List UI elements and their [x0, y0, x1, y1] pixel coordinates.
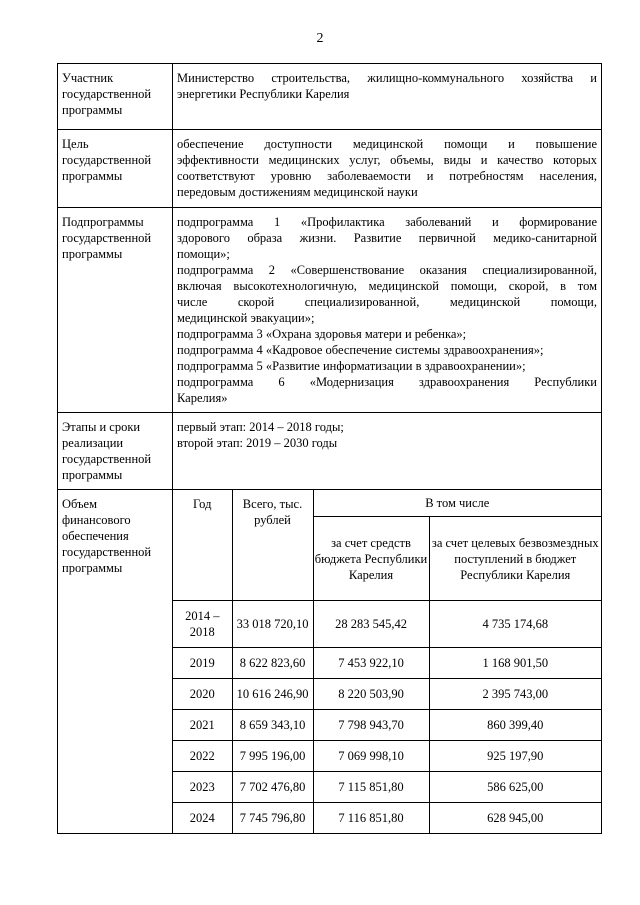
financing-header-including: В том числе [313, 490, 601, 517]
goal-label-line: Цель [62, 137, 89, 151]
financing-label-line: Объем [62, 497, 97, 511]
stages-label-line: Этапы и сроки [62, 420, 141, 434]
stage-line: первый этап: 2014 – 2018 годы; [177, 420, 344, 434]
goal-value-line: передовым достижениям медицинской науки [177, 185, 418, 199]
financing-header-budget: за счет средств бюджета Республики Карелия [313, 517, 429, 601]
financing-cell-total: 33 018 720,10 [232, 601, 313, 648]
financing-cell-year: 2020 [173, 679, 232, 710]
participant-label-line: Участник [62, 71, 114, 85]
financing-data-row [173, 601, 601, 648]
financing-label-line: программы [62, 561, 123, 575]
financing-label [58, 490, 173, 834]
participant-label [58, 64, 173, 130]
financing-cell-gratuitous: 860 399,40 [429, 710, 601, 741]
financing-cell-budget: 8 220 503,90 [313, 679, 429, 710]
subprograms-label [58, 208, 173, 413]
financing-cell-total: 7 702 476,80 [232, 772, 313, 803]
program-passport-table [57, 63, 602, 834]
subprograms-label-line: государственной [62, 231, 152, 245]
subprograms-row [58, 208, 602, 413]
financing-cell-year: 2022 [173, 741, 232, 772]
subprogram-line: Карелия» [177, 391, 228, 405]
financing-cell-total: 7 745 796,80 [232, 803, 313, 834]
stages-label-line: реализации [62, 436, 124, 450]
goal-value-line: обеспечение доступности медицинской помощи и повышение [177, 137, 597, 151]
financing-cell-budget: 7 453 922,10 [313, 648, 429, 679]
financing-cell-year: 2023 [173, 772, 232, 803]
subprograms-label-line: Подпрограммы [62, 215, 144, 229]
participant-label-line: государственной [62, 87, 152, 101]
participant-label-line: программы [62, 103, 123, 117]
financing-value [173, 490, 602, 834]
goal-value-line: эффективности медицинских услуг, объемы, виды и качество которых [177, 153, 597, 167]
goal-label [58, 130, 173, 208]
stages-row [58, 413, 602, 490]
financing-header-gratuitous: за счет целевых безвозмездных поступлений в бюджет Республики Карелия [429, 517, 601, 601]
financing-cell-gratuitous: 2 395 743,00 [429, 679, 601, 710]
financing-data-row [173, 803, 601, 834]
subprogram-line: подпрограмма 6 «Модернизация здравоохранения Республики [177, 375, 597, 389]
financing-table [173, 490, 601, 833]
goal-value-line: соответствуют уровню заболеваемости и потребностям населения, [177, 169, 597, 183]
financing-header-row [173, 490, 601, 517]
financing-cell-year: 2021 [173, 710, 232, 741]
financing-label-line: финансового [62, 513, 131, 527]
financing-data-row [173, 648, 601, 679]
stages-label-line: программы [62, 468, 123, 482]
subprogram-line: включая высокотехнологичную, медицинской помощи, скорой, в том [177, 279, 597, 293]
financing-cell-total: 8 659 343,10 [232, 710, 313, 741]
participant-value-line: Министерство строительства, жилищно-коммунального хозяйства и [177, 71, 597, 85]
financing-cell-year: 2014 – 2018 [173, 601, 232, 648]
financing-cell-year: 2019 [173, 648, 232, 679]
subprogram-line: медицинской эвакуации»; [177, 311, 315, 325]
financing-cell-budget: 7 069 998,10 [313, 741, 429, 772]
financing-label-line: государственной [62, 545, 152, 559]
financing-cell-total: 8 622 823,60 [232, 648, 313, 679]
subprogram-line: помощи»; [177, 247, 230, 261]
goal-value [173, 130, 602, 208]
financing-cell-budget: 7 116 851,80 [313, 803, 429, 834]
financing-cell-gratuitous: 4 735 174,68 [429, 601, 601, 648]
financing-cell-budget: 7 798 943,70 [313, 710, 429, 741]
financing-cell-budget: 28 283 545,42 [313, 601, 429, 648]
financing-label-line: обеспечения [62, 529, 129, 543]
goal-label-line: программы [62, 169, 123, 183]
financing-cell-gratuitous: 925 197,90 [429, 741, 601, 772]
financing-cell-total: 7 995 196,00 [232, 741, 313, 772]
stage-line: второй этап: 2019 – 2030 годы [177, 436, 338, 450]
financing-cell-gratuitous: 1 168 901,50 [429, 648, 601, 679]
stages-value [173, 413, 602, 490]
subprogram-line: подпрограмма 4 «Кадровое обеспечение системы здравоохранения»; [177, 343, 544, 357]
financing-data-row [173, 710, 601, 741]
subprograms-label-line: программы [62, 247, 123, 261]
stages-label-line: государственной [62, 452, 152, 466]
page-number: 2 [316, 31, 324, 46]
financing-header-year: Год [173, 490, 232, 601]
participant-row [58, 64, 602, 130]
subprograms-value [173, 208, 602, 413]
goal-label-line: государственной [62, 153, 152, 167]
subprogram-line: здорового образа жизни. Развитие первичной медико-санитарной [177, 231, 597, 245]
subprogram-line: подпрограмма 1 «Профилактика заболеваний и формирование [177, 215, 597, 229]
financing-data-row [173, 741, 601, 772]
financing-cell-total: 10 616 246,90 [232, 679, 313, 710]
financing-cell-year: 2024 [173, 803, 232, 834]
goal-row [58, 130, 602, 208]
participant-value [173, 64, 602, 130]
financing-header-total: Всего, тыс. рублей [232, 490, 313, 601]
participant-value-line: энергетики Республики Карелия [177, 87, 350, 101]
financing-cell-budget: 7 115 851,80 [313, 772, 429, 803]
financing-data-row [173, 772, 601, 803]
financing-data-row [173, 679, 601, 710]
subprogram-line: подпрограмма 2 «Совершенствование оказания специализированной, [177, 263, 597, 277]
subprogram-line: подпрограмма 5 «Развитие информатизации в здравоохранении»; [177, 359, 526, 373]
financing-row [58, 490, 602, 834]
financing-cell-gratuitous: 628 945,00 [429, 803, 601, 834]
subprogram-line: подпрограмма 3 «Охрана здоровья матери и ребенка»; [177, 327, 467, 341]
financing-cell-gratuitous: 586 625,00 [429, 772, 601, 803]
subprogram-line: числе скорой специализированной, медицинской помощи, [177, 295, 597, 309]
stages-label [58, 413, 173, 490]
